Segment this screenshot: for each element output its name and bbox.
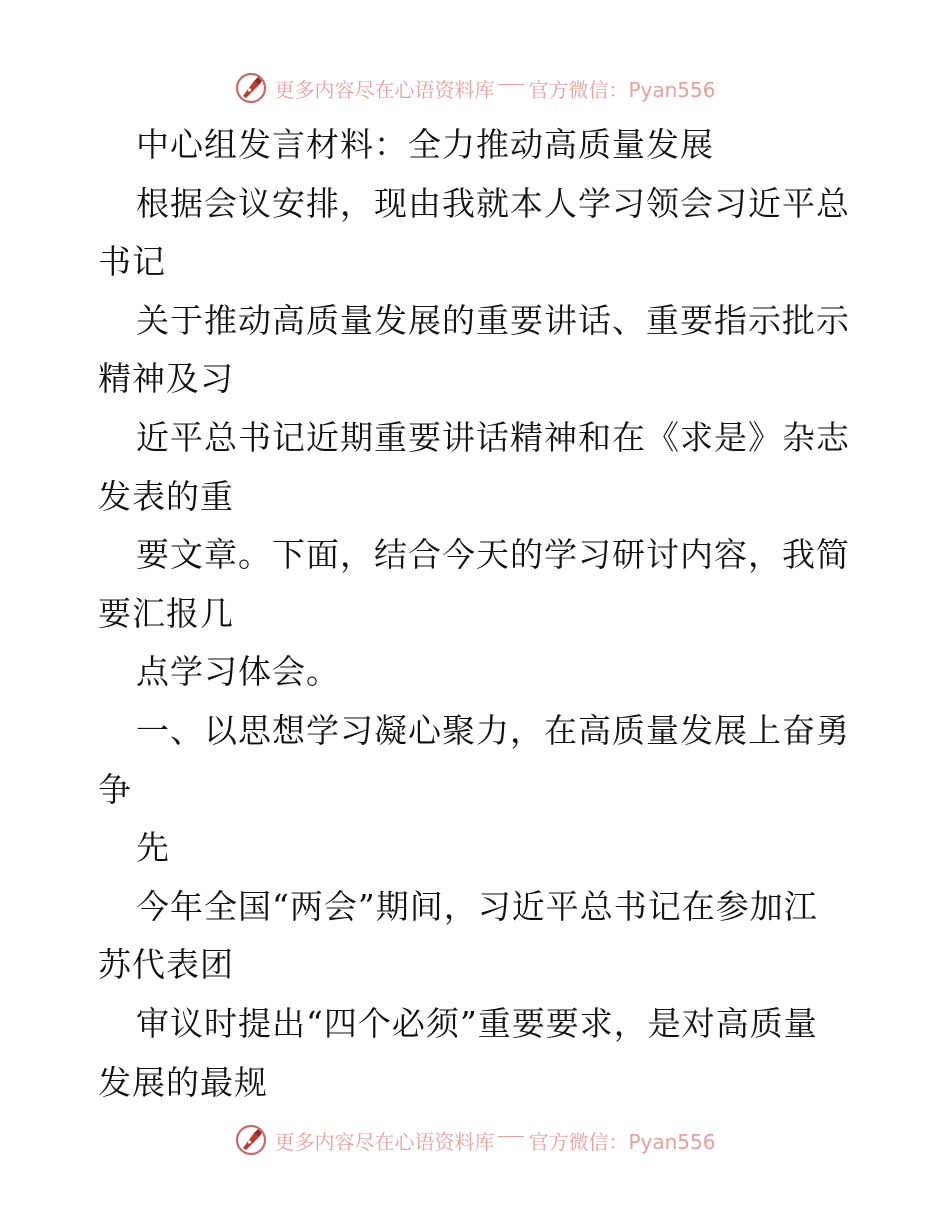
body-line: 一、以思想学习凝心聚力，在高质量发展上奋勇	[136, 710, 850, 750]
body-line: 关于推动高质量发展的重要讲话、重要指示批示	[136, 300, 850, 340]
footer-dash	[498, 1136, 524, 1137]
body-line: 苏代表团	[98, 945, 234, 985]
body-line: 发展的最规	[98, 1062, 268, 1102]
header-wechat: 官方微信：Pyan556	[528, 77, 716, 102]
body-line: 书记	[98, 242, 166, 282]
header-dash	[498, 84, 524, 85]
body-line: 精神及习	[98, 359, 234, 399]
body-line: 先	[136, 828, 170, 868]
footer-slogan: 更多内容尽在心语资料库	[274, 1129, 495, 1154]
body-line: 今年全国“两会”期间，习近平总书记在参加江	[136, 886, 818, 926]
body-line: 中心组发言材料：全力推动高质量发展	[136, 125, 714, 164]
body-line: 近平总书记近期重要讲话精神和在《求是》杂志	[136, 417, 850, 457]
header-watermark	[0, 68, 950, 108]
document-body	[98, 116, 868, 1112]
pen-nib-logo-icon	[234, 1123, 268, 1157]
body-line: 争	[98, 769, 132, 809]
footer-wechat: 官方微信：Pyan556	[528, 1129, 716, 1154]
body-line: 要文章。下面，结合今天的学习研讨内容，我简	[136, 535, 850, 575]
body-line: 根据会议安排，现由我就本人学习领会习近平总	[136, 183, 850, 223]
footer-watermark	[0, 1120, 950, 1160]
body-line: 审议时提出“四个必须”重要要求，是对高质量	[136, 1003, 818, 1043]
body-line: 点学习体会。	[136, 652, 340, 692]
pen-nib-logo-icon	[234, 71, 268, 105]
header-slogan: 更多内容尽在心语资料库	[274, 77, 495, 102]
body-line: 发表的重	[98, 476, 234, 516]
body-line: 要汇报几	[98, 593, 234, 633]
